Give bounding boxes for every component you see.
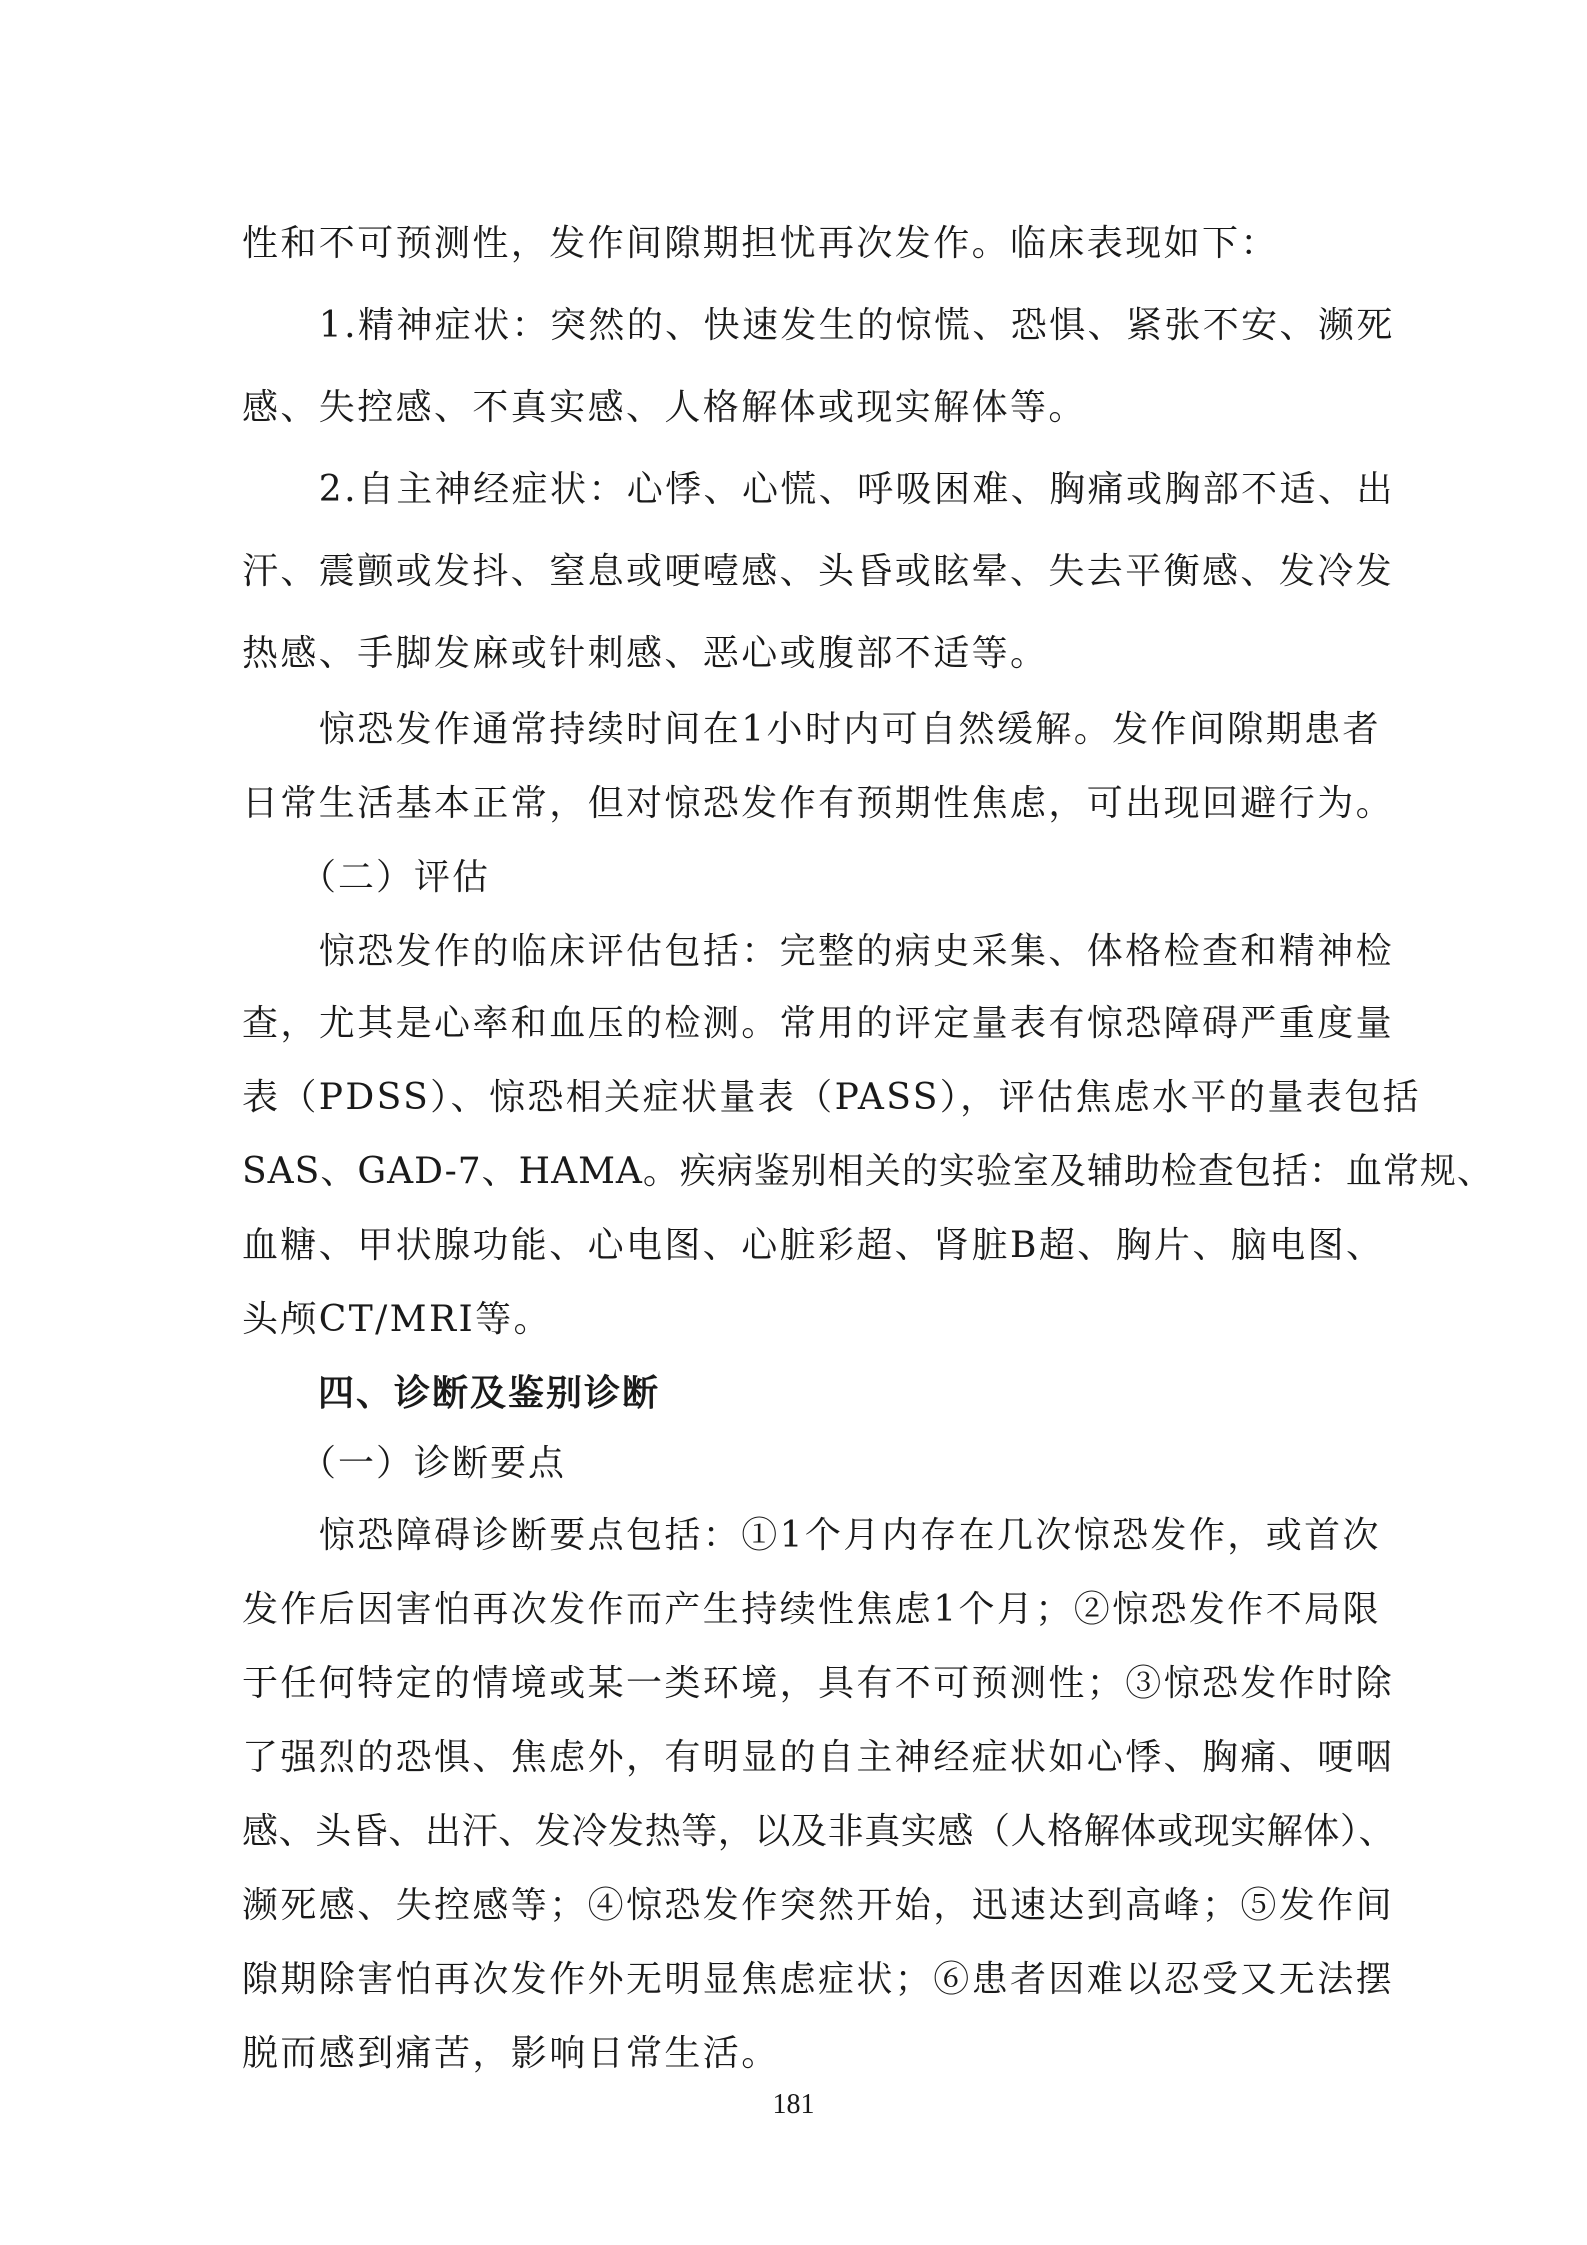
duration-line-2: 日常生活基本正常，但对惊恐发作有预期性焦虑，可出现回避行为。 — [242, 783, 1395, 824]
chapter-heading-diagnosis: 四、诊断及鉴别诊断 — [242, 1373, 661, 1414]
diagnosis-line-6: 濒死感、失控感等；④惊恐发作突然开始，迅速达到高峰；⑤发作间 — [242, 1885, 1395, 1926]
symptom-mental-line-2: 感、失控感、不真实感、人格解体或现实解体等。 — [242, 387, 1087, 428]
assessment-line-5: 血糖、甲状腺功能、心电图、心脏彩超、肾脏B超、胸片、脑电图、 — [242, 1225, 1385, 1266]
assessment-line-2: 查，尤其是心率和血压的检测。常用的评定量表有惊恐障碍严重度量 — [242, 1003, 1395, 1044]
assessment-line-3: 表（PDSS）、惊恐相关症状量表（PASS），评估焦虑水平的量表包括 — [242, 1077, 1421, 1118]
symptom-autonomic-line-1: 2.自主神经症状：心悸、心慌、呼吸困难、胸痛或胸部不适、出 — [242, 469, 1395, 510]
diagnosis-line-2: 发作后因害怕再次发作而产生持续性焦虑1个月；②惊恐发作不局限 — [242, 1589, 1381, 1630]
assessment-line-1: 惊恐发作的临床评估包括：完整的病史采集、体格检查和精神检 — [242, 931, 1395, 972]
duration-line-1: 惊恐发作通常持续时间在1小时内可自然缓解。发作间隙期患者 — [242, 709, 1381, 750]
diagnosis-line-3: 于任何特定的情境或某一类环境，具有不可预测性；③惊恐发作时除 — [242, 1663, 1395, 1704]
diagnosis-line-1: 惊恐障碍诊断要点包括：①1个月内存在几次惊恐发作，或首次 — [242, 1515, 1381, 1556]
section-heading-assessment: （二）评估 — [242, 857, 491, 898]
page-number: 181 — [772, 2089, 815, 2120]
symptom-mental-line-1: 1.精神症状：突然的、快速发生的惊慌、恐惧、紧张不安、濒死 — [242, 305, 1395, 346]
diagnosis-line-5: 感、头昏、出汗、发冷发热等，以及非真实感（人格解体或现实解体）、 — [242, 1811, 1396, 1852]
paragraph-line-1: 性和不可预测性，发作间隙期担忧再次发作。临床表现如下： — [242, 223, 1279, 264]
symptom-autonomic-line-2: 汗、震颤或发抖、窒息或哽噎感、头昏或眩晕、失去平衡感、发冷发 — [242, 551, 1395, 592]
diagnosis-line-8: 脱而感到痛苦，影响日常生活。 — [242, 2033, 780, 2074]
section-heading-diagnostic-points: （一）诊断要点 — [242, 1443, 567, 1484]
assessment-line-6: 头颅CT/MRI等。 — [242, 1299, 552, 1340]
assessment-line-4: SAS、GAD-7、HAMA。疾病鉴别相关的实验室及辅助检查包括：血常规、 — [242, 1151, 1494, 1192]
diagnosis-line-4: 了强烈的恐惧、焦虑外，有明显的自主神经症状如心悸、胸痛、哽咽 — [242, 1737, 1395, 1778]
symptom-autonomic-line-3: 热感、手脚发麻或针刺感、恶心或腹部不适等。 — [242, 633, 1049, 674]
diagnosis-line-7: 隙期除害怕再次发作外无明显焦虑症状；⑥患者因难以忍受又无法摆 — [242, 1959, 1395, 2000]
